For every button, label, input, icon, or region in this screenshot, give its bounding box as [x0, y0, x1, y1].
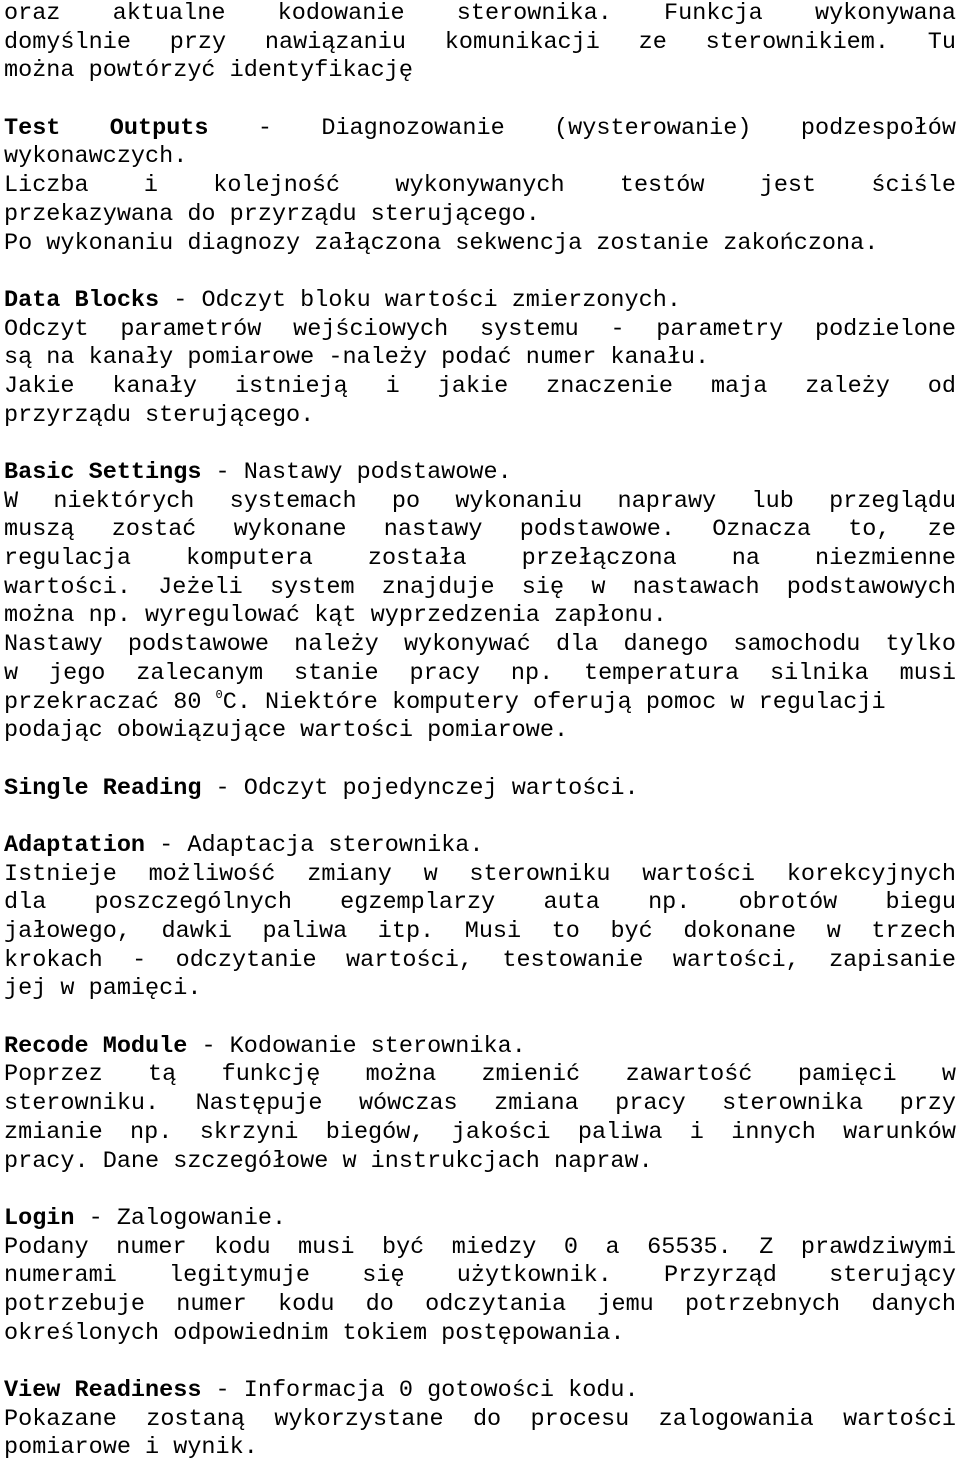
section-heading-text: - Zalogowanie. [74, 1204, 287, 1232]
text-line: Pokazane zostaną wykorzystane do procesu zalogowania wartości [4, 1405, 956, 1433]
text-line: sterowniku. Następuje wówczas zmiana pracy sterownika przy [4, 1090, 956, 1118]
text-line: Po wykonaniu diagnozy załączona sekwencja zostanie zakończona. [4, 229, 879, 257]
text-line: wartości. Jeżeli system znajduje się w nastawach podstawowych [4, 573, 956, 601]
text-line: Istnieje możliwość zmiany w sterowniku wartości korekcyjnych [4, 860, 956, 888]
section-term: Data Blocks [4, 286, 160, 314]
section-data-blocks [4, 287, 956, 430]
text-line: są na kanały pomiarowe -należy podać numer kanału. [4, 344, 710, 372]
text-line: Nastawy podstawowe należy wykonywać dla danego samochodu tylko [4, 631, 956, 659]
text-line: regulacja komputera została przełączona na niezmienne [4, 545, 956, 573]
section-heading [4, 1205, 956, 1234]
section-heading-text: - Odczyt bloku wartości zmierzonych. [159, 286, 681, 314]
section-heading [4, 287, 956, 316]
text-line: można np. wyregulować kąt wyprzedzenia zapłonu. [4, 602, 667, 630]
section-heading [4, 832, 956, 861]
section-term: Adaptation [4, 831, 146, 859]
text-line: podając obowiązujące wartości pomiarowe. [4, 717, 569, 745]
section-heading-text: - Odczyt pojedynczej wartości. [201, 774, 639, 802]
section-term: Test Outputs [4, 114, 209, 142]
section-term: View Readiness [4, 1377, 202, 1404]
temp-prefix: przekraczać 80 [4, 688, 216, 716]
text-line-temperature [4, 689, 956, 718]
text-line: pomiarowe i wynik. [4, 1434, 258, 1462]
text-line: określonych odpowiednim tokiem postępowania. [4, 1319, 625, 1347]
section-term: Basic Settings [4, 459, 202, 486]
section-single-reading [4, 775, 956, 804]
text-line: Jakie kanały istnieją i jakie znaczenie maja zależy od [4, 372, 956, 400]
section-term: Recode Module [4, 1032, 188, 1060]
text-line: muszą zostać wykonane nastawy podstawowe. Oznacza to, ze [4, 516, 956, 544]
section-heading [4, 775, 956, 804]
text-line: jej w pamięci. [4, 975, 202, 1003]
text-line: przekazywana do przyrządu sterującego. [4, 200, 540, 228]
section-test-outputs [4, 115, 956, 258]
section-recode-module [4, 1033, 956, 1176]
section-basic-settings [4, 459, 956, 746]
temp-suffix: C. Niektóre komputery oferują pomoc w regulacji [222, 688, 886, 716]
text-line: w jego zalecanym stanie pracy np. temperatura silnika musi [4, 659, 956, 687]
section-heading-text: - Diagnozowanie (wysterowanie) podzespołów [208, 114, 956, 142]
text-line: oraz aktualne kodowanie sterownika. Funkcja wykonywana [4, 0, 956, 27]
section-heading [4, 1377, 956, 1406]
text-line: krokach - odczytanie wartości, testowanie wartości, zapisanie [4, 946, 956, 974]
text-line: przyrządu sterującego. [4, 401, 315, 429]
text-line: zmianie np. skrzyni biegów, jakości paliwa i innych warunków [4, 1118, 956, 1146]
section-login [4, 1205, 956, 1348]
text-line: jałowego, dawki paliwa itp. Musi to być dokonane w trzech [4, 918, 956, 945]
text-line: Poprzez tą funkcję można zmienić zawartość pamięci w [4, 1061, 956, 1089]
section-heading-text: - Adaptacja sterownika. [145, 831, 484, 859]
text-line: domyślnie przy nawiązaniu komunikacji ze sterownikiem. Tu [4, 28, 956, 56]
section-adaptation [4, 832, 956, 1004]
section-heading-text: - Informacja 0 gotowości kodu. [201, 1377, 639, 1404]
section-term: Single Reading [4, 774, 202, 802]
section-heading-text: - Nastawy podstawowe. [201, 459, 512, 486]
section-heading-text: - Kodowanie sterownika. [187, 1032, 526, 1060]
intro-paragraph [4, 0, 956, 86]
section-term: Login [4, 1204, 75, 1232]
text-line: dla poszczególnych egzemplarzy auta np. obrotów biegu [4, 889, 956, 917]
text-line: Liczba i kolejność wykonywanych testów jest ściśle [4, 172, 956, 200]
text-line: można powtórzyć identyfikację [4, 57, 413, 85]
degree-superscript: 0 [215, 687, 223, 702]
text-line: numerami legitymuje się użytkownik. Przyrząd sterujący [4, 1262, 956, 1290]
text-line: Odczyt parametrów wejściowych systemu - parametry podzielone [4, 315, 956, 343]
text-line: wykonawczych. [4, 143, 188, 171]
text-line: Podany numer kodu musi być miedzy 0 a 65535. Z prawdziwymi [4, 1233, 956, 1261]
section-heading [4, 459, 956, 488]
text-line: potrzebuje numer kodu do odczytania jemu potrzebnych danych [4, 1290, 956, 1318]
text-line: pracy. Dane szczegółowe w instrukcjach napraw. [4, 1147, 653, 1175]
text-line: W niektórych systemach po wykonaniu naprawy lub przeglądu [4, 487, 956, 515]
section-view-readiness [4, 1377, 956, 1463]
section-heading [4, 1033, 956, 1062]
section-heading [4, 115, 956, 144]
